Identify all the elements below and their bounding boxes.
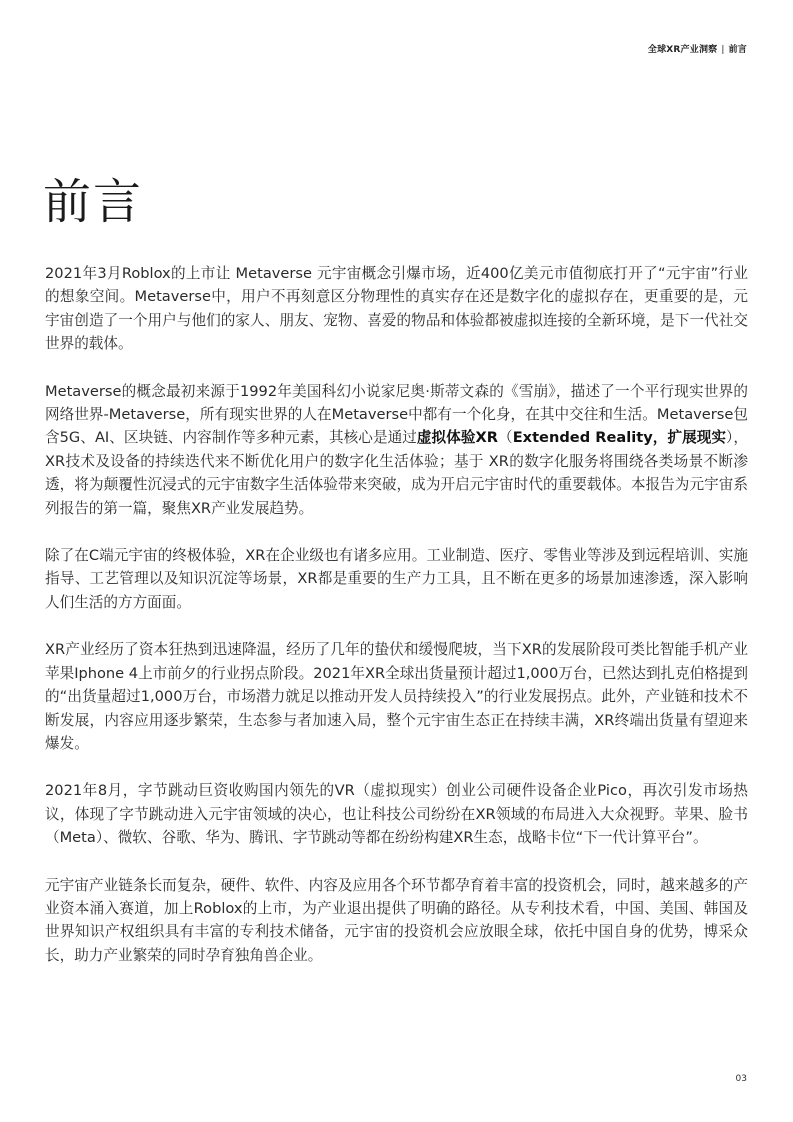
header-section-title: 全球XR产业洞察 [647,45,718,55]
paragraph-2-paren: （ [498,429,513,447]
body-content [45,262,748,991]
paragraph-2-bold-term: 虚拟体验XR [416,429,498,447]
paragraph-2-bold-definition: Extended Reality，扩展现实 [512,429,727,447]
paragraph-6: 元宇宙产业链条长而复杂，硬件、软件、内容及应用各个环节都孕育着丰富的投资机会，同时，越来越多的产业资本涌入赛道，加上Roblox的上市，为产业退出提供了明确的路径。从专利技术看，中国、美国、韩国及世界知识产权组织具有丰富的专利技术储备，元宇宙的投资机会应放眼全球，依托中国自身的优势，博采众长，助力产业繁荣的同时孕育独角兽企业。 [45,876,748,964]
paragraph-2-text-start: Metaverse的概念最初来源于1992年美国科幻小说家尼奥·斯蒂文森的《雪崩》，描述了一个平行现实世界的网络世界-Metaverse，所有现实世界的人在Metaverse中都有一个化身，在其中交往和生活。Metaverse包含5G、AI、区块链、内容制作等多种元素，其核心是通过 [45,382,748,447]
running-header [648,42,747,55]
header-chapter-title: 前言 [728,45,747,55]
header-separator: | [721,45,725,55]
page-number: 03 [735,1074,747,1084]
page-title: 前言 [43,174,144,230]
paragraph-3: 除了在C端元宇宙的终极体验，XR在企业级也有诸多应用。工业制造、医疗、零售业等涉及到远程培训、实施指导、工艺管理以及知识沉淀等场景，XR都是重要的生产力工具，且不断在更多的场景加速渗透，深入影响人们生活的方方面面。 [45,547,748,611]
paragraph-5: 2021年8月，字节跳动巨资收购国内领先的VR（虚拟现实）创业公司硬件设备企业Pico，再次引发市场热议，体现了字节跳动进入元宇宙领域的决心，也让科技公司纷纷在XR领域的布局进入大众视野。苹果、脸书（Meta）、微软、谷歌、华为、腾讯、字节跳动等都在纷纷构建XR生态，战略卡位“下一代计算平台”。 [45,782,748,847]
paragraph-1: 2021年3月Roblox的上市让 Metaverse 元宇宙概念引爆市场，近400亿美元市值彻底打开了“元宇宙”行业的想象空间。Metaverse中，用户不再刻意区分物理性的真实存在还是数字化的虚拟存在，更重要的是，元宇宙创造了一个用户与他们的家人、朋友、宠物、喜爱的物品和体验都被虚拟连接的全新环境，是下一代社交世界的载体。 [45,265,748,353]
paragraph-2 [45,380,748,520]
paragraph-2-text-end: ），XR技术及设备的持续迭代来不断优化用户的数字化生活体验；基于 XR的数字化服务将围绕各类场景不断渗透，将为颠覆性沉浸式的元宇宙数字生活体验带来突破，成为开启元宇宙时代的重要载体。本报告为元宇宙系列报告的第一篇，聚焦XR产业发展趋势。 [45,429,748,517]
paragraph-4: XR产业经历了资本狂热到迅速降温，经历了几年的蛰伏和缓慢爬坡，当下XR的发展阶段可类比智能手机产业苹果Iphone 4上市前夕的行业拐点阶段。2021年XR全球出货量预计超过1,000万台，已然达到扎克伯格提到的“出货量超过1,000万台，市场潜力就足以推动开发人员持续投入”的行业发展拐点。此外，产业链和技术不断发展，内容应用逐步繁荣，生态参与者加速入局，整个元宇宙生态正在持续丰满，XR终端出货量有望迎来爆发。 [45,641,748,752]
